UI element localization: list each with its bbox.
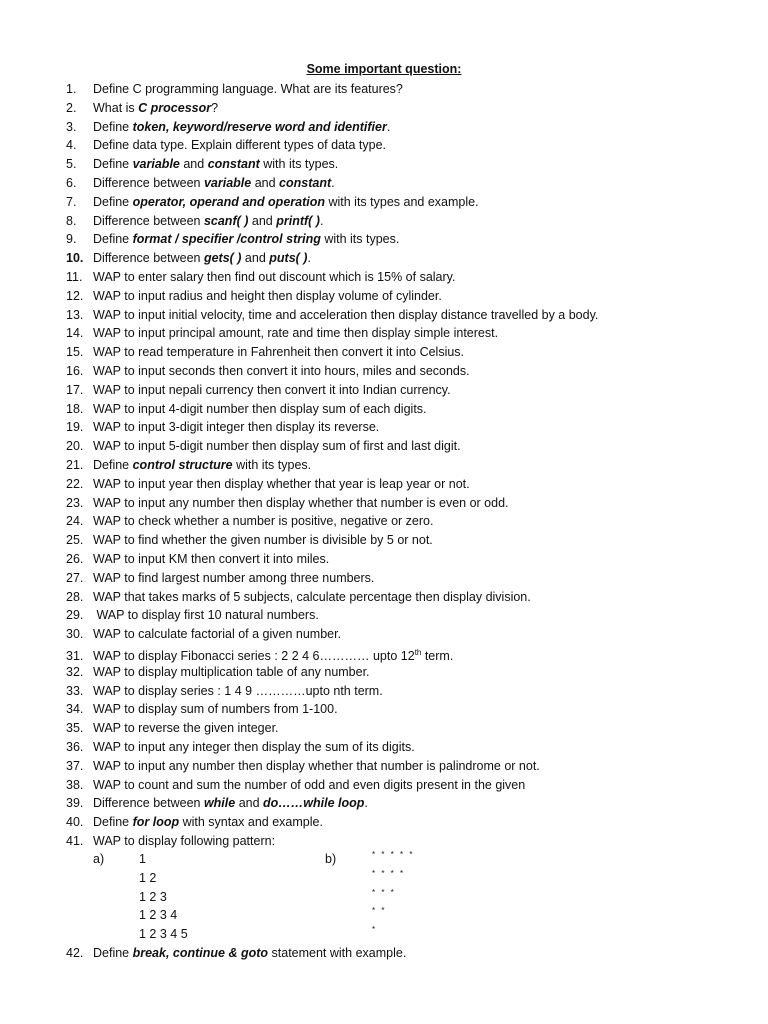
question-item-42 (66, 944, 406, 962)
question-text: . (331, 176, 335, 190)
question-item (66, 757, 540, 775)
question-keyword: while (203, 796, 236, 811)
pattern-b-row: * * * * (372, 869, 406, 878)
question-text: WAP to display Fibonacci series : 2 2 4 6………… upto 12 (93, 649, 415, 664)
question-number: 16. (66, 364, 84, 378)
question-text: Define (93, 946, 133, 960)
question-text: WAP to input KM then convert it into miles. (93, 552, 330, 566)
question-item (66, 400, 427, 418)
question-keyword: token, keyword/reserve word and identifier (132, 119, 387, 134)
question-text: with its types. (232, 458, 312, 472)
question-keyword: constant (207, 157, 260, 172)
question-item (66, 381, 451, 399)
question-item (66, 512, 433, 530)
question-keyword: do……while loop (263, 796, 365, 811)
question-text: Difference between (93, 251, 204, 266)
question-text: and (235, 796, 264, 811)
question-item (66, 306, 598, 324)
question-keyword: constant (279, 176, 332, 190)
question-text: WAP to input 3-digit integer then display its reverse. (93, 420, 380, 435)
question-keyword: variable (132, 157, 180, 172)
question-item (66, 99, 218, 117)
question-item (66, 456, 311, 474)
question-number: 25. (66, 533, 84, 548)
question-text: WAP to input 5-digit number then display sum of first and last digit. (93, 439, 461, 454)
question-item (66, 324, 498, 342)
question-text: Difference between (93, 176, 204, 190)
question-item (66, 155, 338, 173)
question-text: and (248, 213, 277, 228)
question-item (66, 475, 470, 493)
question-text: and (251, 176, 280, 190)
pattern-b-row: * (372, 925, 378, 934)
question-text: Define (93, 815, 133, 830)
question-item (66, 569, 374, 587)
question-text: WAP to input any number then display whether that number is even or odd. (93, 495, 509, 510)
question-item (66, 437, 461, 455)
question-text: WAP to input any integer then display the sum of its digits. (93, 740, 415, 754)
question-text: WAP to display series : 1 4 9 …………upto nth term. (93, 683, 383, 698)
question-number: 27. (66, 570, 84, 585)
question-text: WAP to input initial velocity, time and acceleration then display distance travelled by a body. (93, 307, 599, 322)
question-text: with its types. (320, 232, 400, 247)
question-keyword: format / specifier /control string (132, 232, 321, 247)
question-item (66, 418, 379, 436)
question-item (66, 531, 433, 549)
question-text: . (364, 796, 368, 811)
question-item (66, 550, 329, 568)
question-number: 4. (66, 138, 77, 153)
question-item (66, 268, 455, 286)
question-text: and (241, 251, 270, 266)
question-number: 29. (66, 608, 84, 623)
question-keyword: break, continue & goto (132, 946, 269, 960)
question-text: WAP to display first 10 natural numbers. (93, 608, 319, 623)
question-text: WAP to calculate factorial of a given number. (93, 627, 342, 642)
pattern-b-row: * * * * * (372, 850, 415, 859)
question-item (66, 682, 383, 700)
question-text: with syntax and example. (179, 815, 323, 830)
question-text: term. (421, 649, 454, 664)
question-item (66, 249, 311, 267)
question-number: 15. (66, 345, 84, 360)
question-item (66, 700, 338, 718)
question-number: 10. (66, 251, 84, 266)
question-text: What is (93, 100, 139, 115)
pattern-a-row: 1 2 3 4 5 (139, 927, 188, 941)
question-number: 23. (66, 495, 84, 510)
question-number: 7. (66, 194, 77, 209)
question-item (66, 663, 370, 681)
question-text: WAP to input year then display whether that year is leap year or not. (93, 476, 470, 491)
question-text: Difference between (93, 213, 204, 228)
question-number: 22. (66, 476, 84, 491)
question-text: and (179, 157, 208, 172)
question-text: WAP that takes marks of 5 subjects, calculate percentage then display division. (93, 589, 531, 604)
question-text: Define (93, 119, 133, 134)
question-keyword: gets( ) (203, 251, 242, 266)
question-number: 33. (66, 683, 84, 698)
question-text: with its types. (259, 157, 339, 172)
question-number: 13. (66, 307, 84, 322)
question-text: WAP to input principal amount, rate and time then display simple interest. (93, 326, 499, 341)
question-item (66, 588, 531, 606)
pattern-a-row: 1 2 (139, 871, 157, 885)
question-number: 5. (66, 157, 77, 172)
question-keyword: puts( ) (269, 251, 308, 266)
question-number: 35. (66, 721, 84, 736)
question-item (66, 136, 386, 154)
question-number: 42. (66, 946, 84, 960)
question-number: 26. (66, 552, 84, 566)
question-text: Define (93, 157, 133, 172)
pattern-b-label: b) (325, 852, 337, 866)
question-item (66, 794, 368, 812)
question-text: WAP to display sum of numbers from 1-100. (93, 702, 338, 717)
question-text: WAP to input nepali currency then convert it into Indian currency. (93, 382, 451, 397)
question-number: 20. (66, 439, 84, 454)
question-text: WAP to count and sum the number of odd and even digits present in the given (93, 777, 526, 792)
question-item (66, 606, 319, 624)
question-item (66, 625, 341, 643)
question-item (66, 118, 390, 136)
question-text: . (307, 251, 311, 266)
question-text: WAP to check whether a number is positive, negative or zero. (93, 514, 434, 529)
question-number: 19. (66, 420, 84, 435)
question-number: 38. (66, 777, 84, 792)
question-text: WAP to input seconds then convert it into hours, miles and seconds. (93, 364, 470, 378)
question-keyword: operator, operand and operation (132, 194, 325, 209)
question-item (66, 494, 509, 512)
question-number: 40. (66, 815, 84, 830)
question-keyword: for loop (132, 815, 180, 830)
question-text: . (319, 213, 324, 228)
pattern-a-row: 1 (139, 852, 146, 866)
question-keyword: scanf( ) (203, 213, 249, 228)
question-text: Define (93, 458, 133, 472)
question-text: WAP to find whether the given number is divisible by 5 or not. (93, 533, 433, 548)
page-title: Some important question: (306, 62, 462, 76)
question-text: Define C programming language. What are its features? (93, 82, 403, 96)
question-item (66, 362, 470, 380)
question-item (66, 832, 275, 850)
question-item (66, 738, 415, 756)
question-number: 3. (66, 119, 77, 134)
question-text: WAP to find largest number among three numbers. (93, 570, 375, 585)
question-text: th (414, 648, 422, 657)
question-text: WAP to read temperature in Fahrenheit then convert it into Celsius. (93, 345, 465, 360)
question-text: WAP to enter salary then find out discount which is 15% of salary. (93, 270, 456, 284)
question-item (66, 230, 399, 248)
pattern-a-label: a) (93, 852, 105, 866)
question-number: 31. (66, 649, 84, 664)
question-number: 36. (66, 740, 84, 754)
pattern-b-row: * * * (372, 888, 396, 897)
question-text: Difference between (93, 796, 204, 811)
question-text: WAP to input 4-digit number then display sum of each digits. (93, 401, 427, 416)
question-number: 11. (66, 270, 83, 284)
question-text: statement with example. (268, 946, 407, 960)
question-number: 12. (66, 288, 84, 303)
question-text: Define data type. Explain different types of data type. (93, 138, 387, 153)
question-text: WAP to reverse the given integer. (93, 721, 279, 736)
pattern-a-row: 1 2 3 4 (139, 908, 178, 922)
question-text: WAP to input any number then display whether that number is palindrome or not. (93, 758, 540, 773)
question-number: 2. (66, 100, 77, 115)
question-number: 24. (66, 514, 84, 529)
question-item (66, 776, 525, 794)
question-number: 1. (66, 82, 77, 96)
question-number: 34. (66, 702, 84, 717)
question-number: 9. (66, 232, 77, 247)
pattern-b-row: * * (372, 906, 387, 915)
question-keyword: variable (203, 176, 252, 190)
question-text: . (386, 119, 391, 134)
question-number: 21. (66, 458, 84, 472)
question-item (66, 287, 442, 305)
question-number: 41. (66, 834, 84, 848)
question-text: with its types and example. (325, 194, 479, 209)
question-item (66, 719, 279, 737)
pattern-a-row: 1 2 3 (139, 890, 167, 904)
question-text: WAP to display following pattern: (93, 834, 276, 848)
question-item (66, 644, 453, 662)
question-item (66, 174, 335, 192)
question-number: 39. (66, 796, 84, 811)
question-item (66, 80, 403, 98)
question-keyword: C processor (138, 100, 212, 115)
question-number: 14. (66, 326, 84, 341)
question-number: 8. (66, 213, 77, 228)
question-item (66, 813, 323, 831)
question-number: 37. (66, 758, 84, 773)
question-number: 6. (66, 176, 77, 190)
question-text: WAP to input radius and height then display volume of cylinder. (93, 288, 442, 303)
question-text: ? (211, 100, 219, 115)
question-number: 32. (66, 664, 84, 679)
question-item (66, 343, 464, 361)
question-item (66, 193, 479, 211)
question-text: WAP to display multiplication table of any number. (93, 664, 370, 679)
question-item (66, 212, 323, 230)
question-number: 17. (66, 382, 84, 397)
question-number: 28. (66, 589, 84, 604)
question-text: Define (93, 232, 133, 247)
question-keyword: control structure (132, 458, 233, 472)
question-number: 18. (66, 401, 84, 416)
question-text: Define (93, 194, 133, 209)
question-keyword: printf( ) (276, 213, 320, 228)
question-number: 30. (66, 627, 84, 642)
